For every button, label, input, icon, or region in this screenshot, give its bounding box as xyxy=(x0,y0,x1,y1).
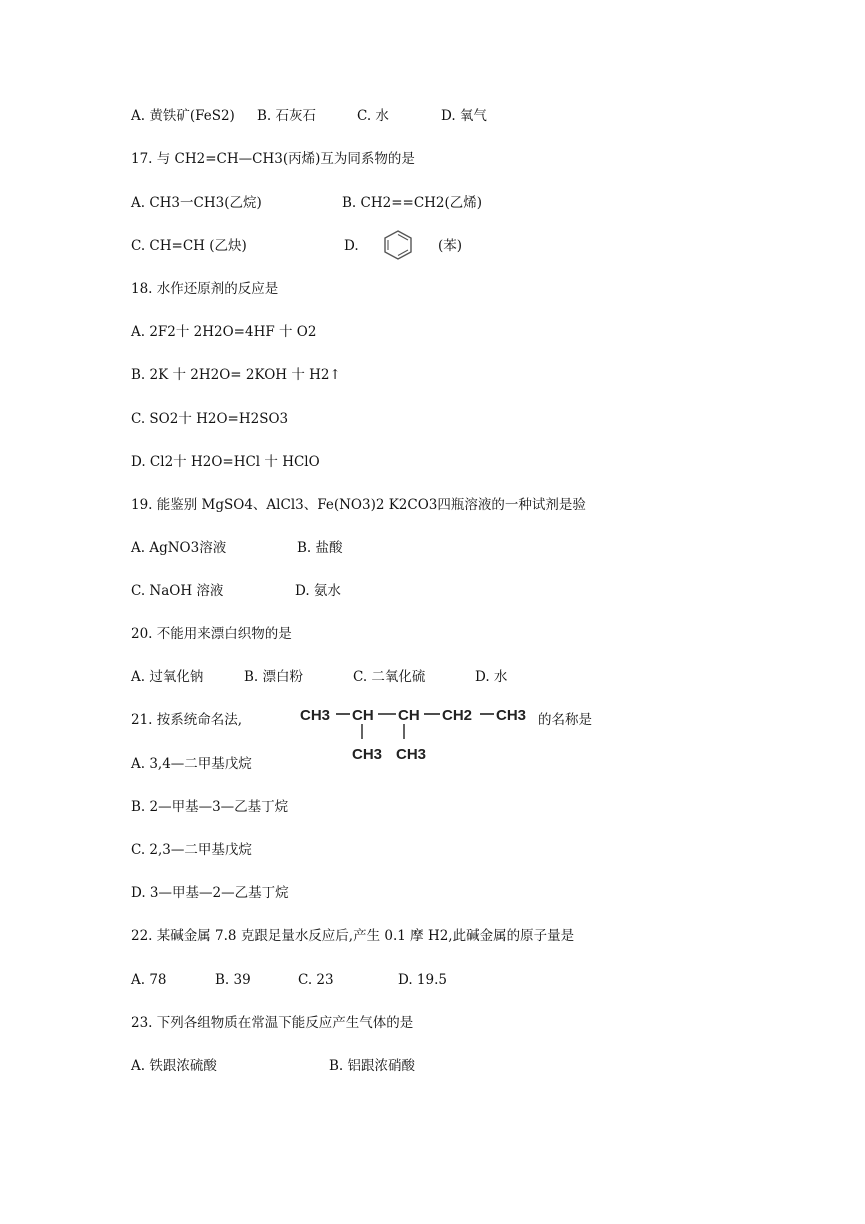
q19-option-c: C. NaOH 溶液 xyxy=(131,583,224,599)
q20-stem: 20. 不能用来漂白织物的是 xyxy=(131,626,292,642)
q19-option-d: D. 氨水 xyxy=(295,583,341,599)
branch-ch3-2: CH3 xyxy=(396,746,427,763)
q21-option-b: B. 2—甲基—3—乙基丁烷 xyxy=(131,799,289,815)
q21-option-d: D. 3—甲基—2—乙基丁烷 xyxy=(131,885,289,901)
q17-option-d-label: D. xyxy=(344,238,359,254)
q22-stem: 22. 某碱金属 7.8 克跟足量水反应后,产生 0.1 摩 H2,此碱金属的原子量是 xyxy=(131,928,575,944)
q18-option-d: D. Cl2十 H2O=HCl 十 HClO xyxy=(131,454,320,470)
q19-stem: 19. 能鉴别 MgSO4、AlCl3、Fe(NO3)2 K2CO3四瓶溶液的一种试剂是验 xyxy=(131,497,586,513)
q22-option-c: C. 23 xyxy=(298,972,334,988)
q21-stem-post: 的名称是 xyxy=(538,712,592,728)
q16-option-c: C. 水 xyxy=(357,108,389,124)
q21-structure-formula xyxy=(300,701,530,769)
q17-option-a: A. CH3一CH3(乙烷) xyxy=(131,195,262,211)
chain-ch3-left: CH3 xyxy=(300,707,331,724)
chain-ch3-right: CH3 xyxy=(496,707,527,724)
chain-ch2: CH2 xyxy=(442,707,473,724)
q19-option-b: B. 盐酸 xyxy=(297,540,343,556)
q23-option-b: B. 铝跟浓硝酸 xyxy=(329,1058,416,1074)
q18-option-b: B. 2K 十 2H2O= 2KOH 十 H2↑ xyxy=(131,367,341,383)
q22-option-a: A. 78 xyxy=(131,972,167,988)
benzene-ring-icon xyxy=(381,229,415,261)
q19-option-a: A. AgNO3溶液 xyxy=(131,540,227,556)
q21-option-c: C. 2,3—二甲基戊烷 xyxy=(131,842,252,858)
q20-option-c: C. 二氧化硫 xyxy=(353,669,426,685)
branch-ch3-1: CH3 xyxy=(352,746,383,763)
q22-option-b: B. 39 xyxy=(215,972,251,988)
q20-option-d: D. 水 xyxy=(475,669,508,685)
q23-option-a: A. 铁跟浓硫酸 xyxy=(131,1058,217,1074)
q16-option-b: B. 石灰石 xyxy=(257,108,317,124)
q21-option-a: A. 3,4—二甲基戊烷 xyxy=(131,756,252,772)
q17-option-d-text: (苯) xyxy=(438,238,463,254)
q21-stem-pre: 21. 按系统命名法, xyxy=(131,712,243,728)
chain-ch-2: CH xyxy=(398,707,420,724)
q23-stem: 23. 下列各组物质在常温下能反应产生气体的是 xyxy=(131,1015,414,1031)
q20-option-a: A. 过氧化钠 xyxy=(131,669,204,685)
q17-option-c: C. CH=CH (乙炔) xyxy=(131,238,247,254)
q22-option-d: D. 19.5 xyxy=(398,972,447,988)
q17-stem: 17. 与 CH2=CH—CH3(丙烯)互为同系物的是 xyxy=(131,151,415,167)
q18-option-c: C. SO2十 H2O=H2SO3 xyxy=(131,411,289,427)
q17-option-b: B. CH2==CH2(乙烯) xyxy=(342,195,483,211)
q16-option-a: A. 黄铁矿(FeS2) xyxy=(131,108,235,124)
q16-option-d: D. 氧气 xyxy=(441,108,487,124)
chain-ch-1: CH xyxy=(352,707,374,724)
q18-stem: 18. 水作还原剂的反应是 xyxy=(131,281,279,297)
q20-option-b: B. 漂白粉 xyxy=(244,669,304,685)
q18-option-a: A. 2F2十 2H2O=4HF 十 O2 xyxy=(131,324,317,340)
